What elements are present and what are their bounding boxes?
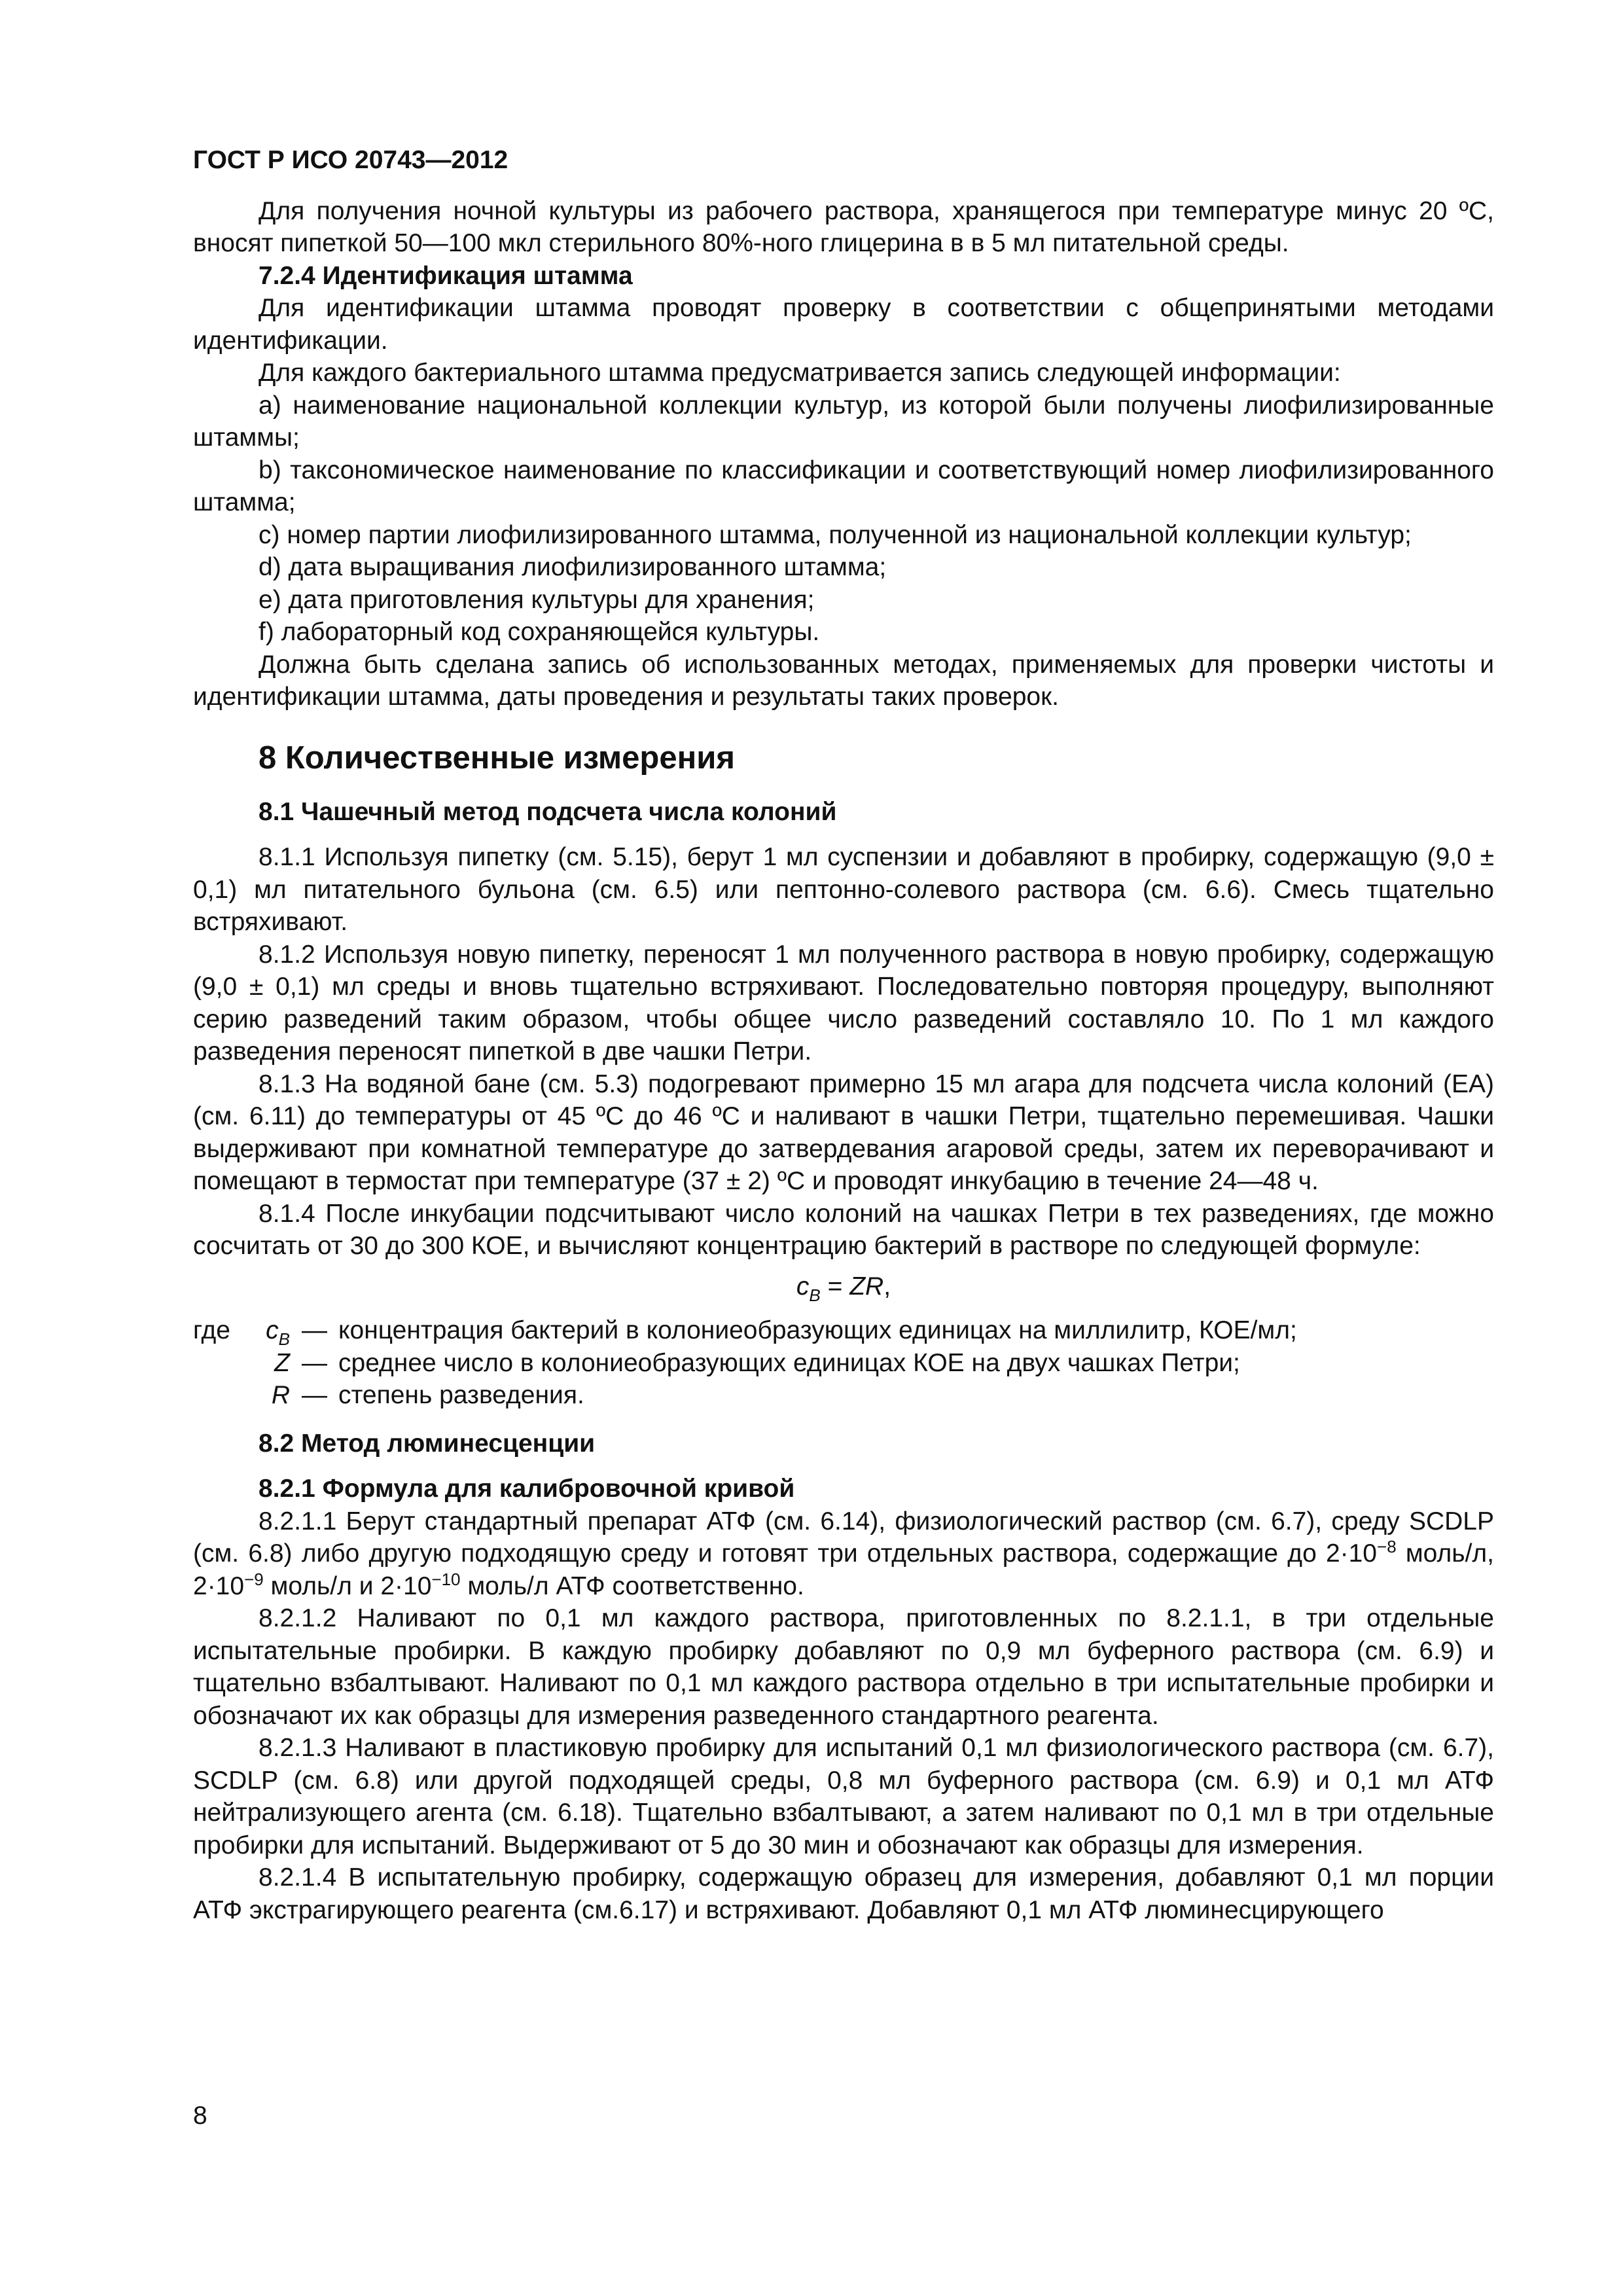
formula-legend [193, 1314, 1494, 1412]
heading-8-2: 8.2 Метод люминесценции [259, 1429, 596, 1458]
formula-lhs: c [796, 1272, 810, 1300]
formula-equals: = [820, 1272, 850, 1300]
page-number: 8 [193, 2102, 207, 2130]
legend-symbol: Z [274, 1348, 290, 1377]
formula-concentration [193, 1270, 1494, 1303]
paragraph-8-2-1-3: 8.2.1.3 Наливают в пластиковую пробирку для испытаний 0,1 мл физиологического раствора (см. 6.7), SCDLP (см. 6.8) или другой подходящей среды, 0,8 мл буферного раствора (см. 6.9) и 0,1 мл АТФ нейтрализующего агента (см. 6.18). Тщательно взбалтывают, а затем наливают по 0,1 мл в три отдельные пробирки для испытаний. Выдерживают от 5 до 30 мин и обозначают как образцы для измерения. [193, 1734, 1494, 1859]
list-item-a: a) наименование национальной коллекции культур, из которой были получены лиофилизированные штаммы; [193, 391, 1494, 452]
heading-section-8: 8 Количественные измерения [259, 740, 735, 776]
paragraph-8-2-1-1: 8.2.1.1 Берут стандартный препарат АТФ (см. 6.14), физиологический раствор (см. 6.7), среду SCDLP (см. 6.8) либо другую подходящую среду и готовят три отдельных раствора, содержащие до $2\cdot 10^{-8}$ моль/л, $2\cdot 10^{-9}$ моль/л и $2\cdot 10^{-10}$ моль/л АТФ соответственно. [193, 1507, 1495, 1600]
legend-row-cb [193, 1314, 1494, 1347]
list-item-f: f) лабораторный код сохраняющейся культуры. [259, 618, 820, 646]
legend-row-z [193, 1347, 1494, 1380]
paragraph-7-2-4-3: Должна быть сделана запись об использованных методах, применяемых для проверки чистоты и идентификации штамма, даты проведения и результаты таких проверок. [193, 650, 1494, 711]
paragraph-8-1-4: 8.1.4 После инкубации подсчитывают число колоний на чашках Петри в тех разведениях, где можно сосчитать от 30 до 300 КОЕ, и вычисляют концентрацию бактерий в растворе по следующей формуле: [193, 1199, 1494, 1260]
formula-tail: , [883, 1272, 891, 1300]
legend-prefix: где [193, 1316, 230, 1344]
document-header: ГОСТ Р ИСО 20743—2012 [193, 146, 508, 174]
paragraph-7-2-4-1: Для идентификации штамма проводят проверку в соответствии с общепринятыми методами идентификации. [193, 294, 1494, 355]
legend-dash: — [302, 1381, 327, 1409]
formula-lhs-subscript: B [809, 1285, 821, 1305]
paragraph-8-2-1-2: 8.2.1.2 Наливают по 0,1 мл каждого раствора, приготовленных по 8.2.1.1, в три отдельные испытательные пробирки. В каждую пробирку добавляют по 0,9 мл буферного раствора (см. 6.9) и тщательно взбалтывают. Наливают по 0,1 мл каждого раствора отдельно в три испытательные пробирки и обозначают их как образцы для измерения разведенного стандартного реагента. [193, 1604, 1494, 1730]
paragraph-8-2-1-4: 8.2.1.4 В испытательную пробирку, содержащую образец для измерения, добавляют 0,1 мл порции АТФ экстрагирующего реагента (см.6.17) и встряхивают. Добавляют 0,1 мл АТФ люминесцирующего [193, 1863, 1494, 1924]
paragraph-8-1-3: 8.1.3 На водяной бане (см. 5.3) подогревают примерно 15 мл агара для подсчета числа колоний (ЕА) (см. 6.11) до температуры от 45 ºС до 46 ºС и наливают в чашки Петри, тщательно перемешивая. Чашки выдерживают при комнатной температуре до затвердевания агаровой среды, затем их переворачивают и помещают в термостат при температуре (37 ± 2) ºС и проводят инкубацию в течение 24—48 ч. [193, 1069, 1494, 1195]
legend-dash: — [302, 1348, 327, 1377]
legend-dash: — [302, 1316, 327, 1344]
heading-7-2-4: 7.2.4 Идентификация штамма [259, 261, 633, 290]
document-page [193, 144, 1494, 1926]
list-item-c: c) номер партии лиофилизированного штамма, полученной из национальной коллекции культур; [259, 520, 1412, 549]
legend-text: концентрация бактерий в колониеобразующих единицах на миллилитр, КОЕ/мл; [338, 1316, 1297, 1344]
legend-row-r [193, 1379, 1494, 1412]
legend-symbol: $c_B$ [266, 1316, 290, 1349]
heading-8-1: 8.1 Чашечный метод подсчета числа колоний [259, 797, 837, 826]
list-item-b: b) таксономическое наименование по классификации и соответствующий номер лиофилизированного штамма; [193, 456, 1494, 516]
paragraph-8-1-1: 8.1.1 Используя пипетку (см. 5.15), берут 1 мл суспензии и добавляют в пробирку, содержащую (9,0 ± 0,1) мл питательного бульона (см. 6.5) или пептонно-солевого раствора (см. 6.6). Смесь тщательно встряхивают. [193, 843, 1494, 936]
formula-rhs: ZR [849, 1272, 884, 1300]
paragraph-intro: Для получения ночной культуры из рабочего раствора, хранящегося при температуре минус 20 ºС, вносят пипеткой 50—100 мкл стерильного 80%-ного глицерина в в 5 мл питательной среды. [193, 196, 1494, 257]
legend-symbol: R [271, 1381, 290, 1409]
legend-text: среднее число в колониеобразующих единицах КОЕ на двух чашках Петри; [338, 1348, 1240, 1377]
legend-text: степень разведения. [338, 1381, 584, 1409]
heading-8-2-1: 8.2.1 Формула для калибровочной кривой [259, 1475, 795, 1503]
list-item-d: d) дата выращивания лиофилизированного штамма; [259, 553, 887, 581]
paragraph-7-2-4-2: Для каждого бактериального штамма предусматривается запись следующей информации: [259, 359, 1341, 387]
list-item-e: e) дата приготовления культуры для хранения; [259, 585, 815, 614]
paragraph-8-1-2: 8.1.2 Используя новую пипетку, переносят 1 мл полученного раствора в новую пробирку, содержащую (9,0 ± 0,1) мл среды и вновь тщательно встряхивают. Последовательно повторяя процедуру, выполняют серию разведений таким образом, чтобы общее число разведений составляло 10. По 1 мл каждого разведения переносят пипеткой в две чашки Петри. [193, 940, 1494, 1066]
